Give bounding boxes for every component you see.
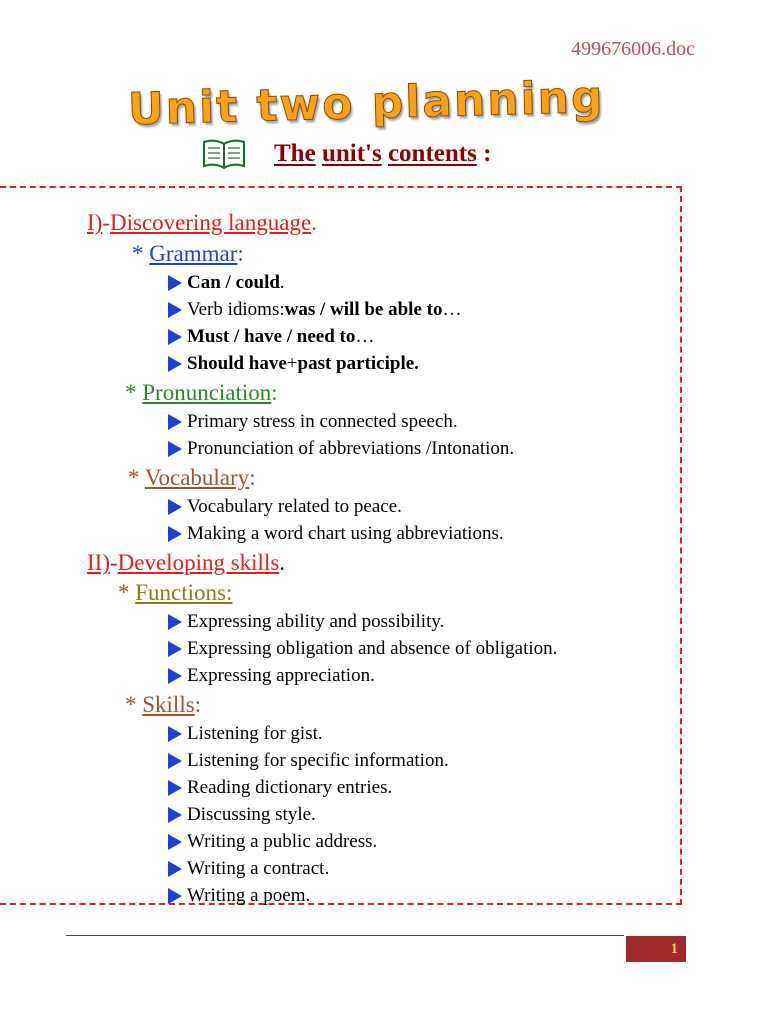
section-dash: -	[102, 210, 110, 235]
subsection-grammar	[132, 241, 244, 267]
list-item	[168, 831, 377, 853]
arrow-bullet-icon	[168, 861, 182, 877]
item-text: Making a word chart using abbreviations.	[187, 523, 504, 544]
bullet-star: *	[118, 580, 130, 605]
list-item	[168, 272, 285, 294]
arrow-bullet-icon	[168, 356, 182, 372]
item-text: Writing a contract.	[187, 858, 330, 879]
document-filename: 499676006.doc	[571, 38, 695, 60]
arrow-bullet-icon	[168, 414, 182, 430]
arrow-bullet-icon	[168, 499, 182, 515]
item-text: past participle.	[297, 353, 419, 374]
subsection-label: Grammar	[149, 241, 238, 266]
item-text: was / will be able to	[284, 299, 443, 320]
subsection-colon: :	[194, 692, 202, 717]
list-item	[168, 411, 458, 433]
subsection-label: Pronunciation	[142, 380, 272, 405]
open-book-icon	[202, 138, 246, 170]
item-text: Must / have / need to	[187, 326, 356, 347]
section-developing-skills	[87, 550, 285, 576]
subsection-label: Functions:	[135, 580, 233, 605]
bullet-star: *	[125, 692, 137, 717]
item-text: Reading dictionary entries.	[187, 777, 393, 798]
arrow-bullet-icon	[168, 668, 182, 684]
section-number: I)	[87, 210, 103, 235]
list-item	[168, 750, 449, 772]
contents-colon: :	[483, 140, 492, 167]
contents-heading	[202, 138, 491, 170]
list-item	[168, 353, 419, 375]
item-text: Expressing appreciation.	[187, 665, 375, 686]
list-item	[168, 777, 392, 799]
list-item	[168, 438, 514, 460]
contents-word-the: The	[274, 140, 316, 167]
title-container	[0, 71, 750, 136]
section-number: II)	[87, 550, 110, 575]
subsection-colon: :	[271, 380, 278, 405]
subsection-skills	[125, 692, 201, 718]
item-text: …	[442, 299, 462, 320]
subsection-label: Skills	[142, 692, 195, 717]
arrow-bullet-icon	[168, 641, 182, 657]
page-number-badge: 1	[626, 936, 686, 962]
bullet-star: *	[128, 465, 140, 490]
item-text: Pronunciation of abbreviations /Intonation.	[187, 438, 515, 459]
item-text: +	[286, 353, 298, 374]
section-end: .	[279, 550, 286, 575]
subsection-functions	[118, 580, 232, 606]
page-title: Unit two planning	[127, 71, 605, 136]
arrow-bullet-icon	[168, 329, 182, 345]
arrow-bullet-icon	[168, 834, 182, 850]
list-item	[168, 299, 461, 321]
bullet-star: *	[132, 241, 144, 266]
list-item	[168, 326, 374, 348]
item-text: Listening for gist.	[187, 723, 323, 744]
list-item	[168, 858, 329, 880]
arrow-bullet-icon	[168, 441, 182, 457]
subsection-colon: :	[249, 465, 256, 490]
subsection-colon: :	[237, 241, 244, 266]
arrow-bullet-icon	[168, 888, 182, 904]
item-text: Vocabulary related to peace.	[187, 496, 402, 517]
list-item	[168, 611, 444, 633]
list-item	[168, 804, 316, 826]
item-text: Discussing style.	[187, 804, 316, 825]
section-dash: -	[109, 550, 118, 575]
footer-divider	[66, 935, 624, 936]
item-text: Verb idioms:	[187, 299, 285, 320]
arrow-bullet-icon	[168, 753, 182, 769]
section-title: Discovering language	[110, 210, 312, 235]
contents-title	[274, 140, 491, 168]
section-discovering-language	[87, 210, 317, 236]
item-text: Expressing ability and possibility.	[187, 611, 445, 632]
arrow-bullet-icon	[168, 302, 182, 318]
item-text: …	[355, 326, 375, 347]
item-text: Listening for specific information.	[187, 750, 449, 771]
contents-word-contents: contents	[387, 140, 477, 167]
arrow-bullet-icon	[168, 275, 182, 291]
item-text: Expressing obligation and absence of obligation.	[187, 638, 558, 659]
arrow-bullet-icon	[168, 526, 182, 542]
subsection-vocabulary	[128, 465, 256, 491]
section-end: .	[311, 210, 317, 235]
item-text: Should have	[187, 353, 287, 374]
bullet-star: *	[125, 380, 137, 405]
arrow-bullet-icon	[168, 614, 182, 630]
section-title: Developing skills	[117, 550, 280, 575]
item-text: Writing a poem.	[187, 885, 311, 906]
list-item	[168, 496, 402, 518]
arrow-bullet-icon	[168, 807, 182, 823]
list-item	[168, 665, 375, 687]
subsection-label: Vocabulary	[144, 465, 250, 490]
list-item	[168, 885, 310, 907]
item-text: Can / could	[187, 272, 280, 293]
item-text: Writing a public address.	[187, 831, 378, 852]
arrow-bullet-icon	[168, 780, 182, 796]
arrow-bullet-icon	[168, 726, 182, 742]
subsection-pronunciation	[125, 380, 278, 406]
list-item	[168, 523, 504, 545]
contents-word-units: unit's	[321, 140, 382, 167]
list-item	[168, 638, 557, 660]
item-text: .	[279, 272, 285, 293]
list-item	[168, 723, 323, 745]
item-text: Primary stress in connected speech.	[187, 411, 458, 432]
